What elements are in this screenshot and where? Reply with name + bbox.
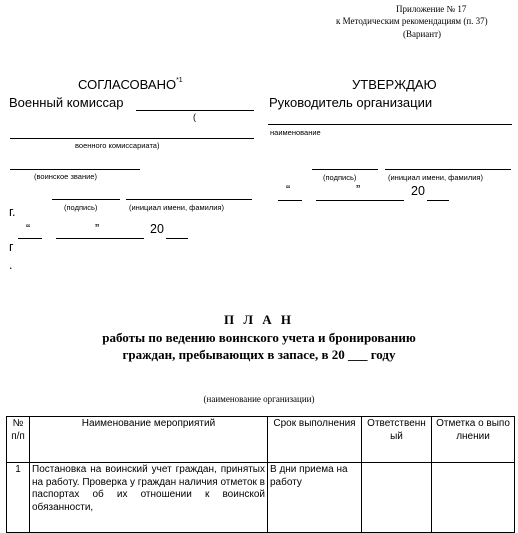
left-dot: . — [9, 258, 13, 272]
header-mark — [432, 417, 515, 463]
plan-title: П Л А Н — [223, 312, 295, 327]
left-month-line — [56, 238, 144, 239]
approve-heading: УТВЕРЖДАЮ — [352, 77, 437, 92]
right-initials-line — [385, 169, 511, 170]
approved-heading — [78, 77, 183, 92]
org-head-label: Руководитель организации — [269, 95, 433, 110]
header-name — [30, 417, 268, 463]
header-resp — [362, 417, 432, 463]
paren-open: ( — [193, 112, 196, 122]
plan-table — [6, 416, 515, 533]
left-g-small: г — [9, 240, 14, 254]
header-term — [268, 417, 362, 463]
left-initials-line — [126, 199, 252, 200]
row-1-resp — [362, 463, 432, 533]
left-date-close-quote: ” — [95, 222, 100, 236]
left-signature-caption: (подпись) — [64, 203, 98, 212]
org-name-line — [268, 124, 512, 125]
row-1-name: Постановка на воинский учет граждан, принятых на работу. Проверка у граждан наличия отметок в паспортах об их отношении к воинской обязанности, — [30, 463, 268, 533]
approved-footnote: *1 — [176, 76, 183, 84]
left-initials-caption: (инициал имени, фамилия) — [129, 203, 224, 212]
rank-line — [10, 169, 140, 170]
row-1-term: В дни приема на работу — [268, 463, 362, 533]
table-header-row — [7, 417, 515, 463]
military-commissar-label: Военный комиссар — [9, 95, 124, 110]
left-day-line — [18, 238, 42, 239]
header-term-text: Срок выполнения — [273, 418, 356, 429]
row-1-mark — [432, 463, 515, 533]
plan-subtitle-2: граждан, пребывающих в запасе, в 20 ___ году — [122, 347, 396, 362]
right-year-prefix: 20 — [411, 184, 425, 198]
header-mark-text: Отметка о выполнении — [436, 418, 510, 442]
header-num — [7, 417, 30, 463]
org-caption: (наименование организации) — [203, 394, 315, 404]
appendix-line-3: (Вариант) — [403, 29, 442, 39]
right-initials-caption: (инициал имени, фамилия) — [388, 173, 483, 182]
rank-caption: (воинское звание) — [34, 172, 97, 181]
right-date-close-quote: ” — [356, 183, 361, 197]
left-year-prefix: 20 — [150, 222, 164, 236]
right-month-line — [316, 200, 404, 201]
appendix-line-2: к Методическим рекомендациям (п. 37) — [336, 16, 488, 26]
right-year-line — [427, 200, 449, 201]
row-1-num: 1 — [7, 463, 30, 533]
appendix-line-1: Приложение № 17 — [396, 4, 467, 14]
commissariat-line — [10, 138, 254, 139]
header-num-text: № п/п — [11, 418, 25, 442]
commissariat-caption: военного комиссариата) — [75, 141, 160, 150]
right-signature-caption: (подпись) — [323, 173, 357, 182]
left-date-open-quote: “ — [26, 222, 31, 236]
approved-heading-text: СОГЛАСОВАНО — [78, 77, 177, 92]
right-day-line — [278, 200, 302, 201]
header-name-text: Наименование мероприятий — [81, 418, 216, 429]
left-signature-line — [52, 199, 120, 200]
left-year-line — [166, 238, 188, 239]
commissar-line — [136, 110, 254, 111]
org-name-caption: наименование — [270, 128, 321, 137]
right-date-open-quote: “ — [286, 183, 291, 197]
g-letter: г. — [9, 205, 16, 219]
plan-subtitle-1: работы по ведению воинского учета и бронированию — [102, 330, 416, 345]
right-signature-line — [312, 169, 378, 170]
table-row — [7, 463, 515, 533]
header-resp-text: Ответственный — [367, 418, 426, 442]
